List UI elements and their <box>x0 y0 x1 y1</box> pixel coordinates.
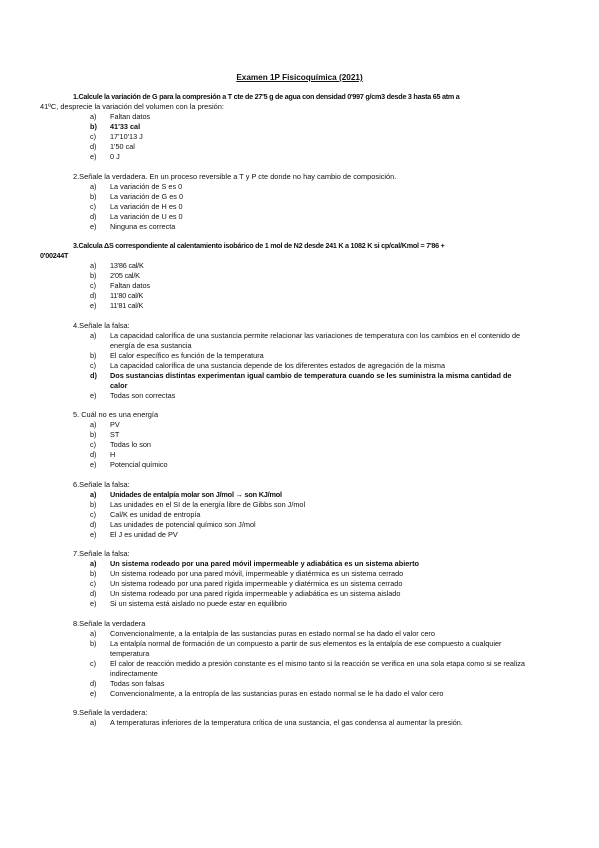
option-a <box>73 718 529 728</box>
option-text: 2'05 cal/K <box>110 271 140 280</box>
option-letter: c) <box>90 360 97 370</box>
option-letter: d) <box>90 142 97 151</box>
option-text: Dos sustancias distintas experimentan igual cambio de temperatura cuando se les suministra la misma cantidad de calor <box>110 370 512 390</box>
options-list <box>73 182 529 232</box>
option-text: Cal/K es unidad de entropía <box>110 509 201 519</box>
option-letter: c) <box>90 132 97 141</box>
option-text: Un sistema rodeado por una pared móvil impermeable y adiabática es un sistema abierto <box>110 559 420 568</box>
option-e <box>73 460 529 470</box>
option-letter: b) <box>90 122 97 131</box>
question-2 <box>73 172 529 232</box>
option-text: PV <box>110 420 120 429</box>
option-text: La capacidad calorífica de una sustancia permite relacionar las variaciones de temperatura con los cambios en el contenido de energía de esa sustancia <box>110 330 521 350</box>
option-a <box>73 559 529 569</box>
option-letter: b) <box>90 350 97 360</box>
option-text: Ninguna es correcta <box>110 221 176 231</box>
option-d <box>73 371 529 391</box>
option-b <box>73 500 529 510</box>
option-letter: c) <box>90 509 97 519</box>
option-letter: d) <box>90 211 97 221</box>
option-b <box>73 271 529 281</box>
option-a <box>73 182 529 192</box>
option-text: A temperaturas inferiores de la temperatura crítica de una sustancia, el gas condensa al aumentar la presión. <box>110 718 463 727</box>
option-text: 0 J <box>110 152 120 161</box>
option-letter: c) <box>90 579 97 588</box>
option-d <box>73 520 529 530</box>
option-text: Un sistema rodeado por una pared rígida impermeable y adiabática es un sistema aislado <box>110 589 401 598</box>
option-d <box>73 450 529 460</box>
option-e <box>73 301 529 311</box>
option-letter: a) <box>90 718 97 727</box>
question-6 <box>73 480 529 540</box>
question-text: 8.Señale la verdadera <box>73 618 146 628</box>
question-1 <box>40 92 529 162</box>
option-letter: d) <box>90 519 97 529</box>
option-text: 41'33 cal <box>110 122 141 131</box>
option-letter: a) <box>90 420 97 429</box>
question-9 <box>73 708 529 728</box>
option-e <box>73 689 529 699</box>
option-a <box>73 629 529 639</box>
option-text: 13'86 cal/K <box>110 261 144 270</box>
option-text: El calor específico es función de la temperatura <box>110 350 264 360</box>
option-d <box>73 212 529 222</box>
option-letter: e) <box>90 390 97 400</box>
option-b <box>73 569 529 579</box>
option-letter: b) <box>90 271 97 280</box>
option-letter: a) <box>90 112 97 121</box>
option-letter: a) <box>90 559 97 568</box>
option-text: La variación de U es 0 <box>110 211 183 221</box>
option-b <box>73 639 529 659</box>
option-text: Faltan datos <box>110 112 151 121</box>
option-a <box>73 420 529 430</box>
option-c <box>73 361 529 371</box>
options-list <box>73 629 529 699</box>
question-3 <box>40 241 529 311</box>
option-a <box>73 490 529 500</box>
option-c <box>73 440 529 450</box>
option-c <box>73 579 529 589</box>
option-letter: e) <box>90 688 97 698</box>
option-text: La variación de H es 0 <box>110 201 183 211</box>
option-b <box>73 351 529 361</box>
option-text: 11'80 cal/K <box>110 291 144 300</box>
option-a <box>73 261 529 271</box>
option-text: El calor de reacción medido a presión constante es el mismo tanto si la reacción se verifica en una sola etapa como si se realiza indirectamente <box>110 658 525 678</box>
question-text: 4.Señale la falsa: <box>73 320 130 330</box>
option-letter: d) <box>90 291 97 300</box>
question-text: 2.Señale la verdadera. En un proceso reversible a T y P cte donde no hay cambio de composición. <box>73 171 397 181</box>
option-letter: c) <box>90 201 97 211</box>
options-list <box>73 559 529 609</box>
question-text <box>73 92 529 102</box>
option-b <box>73 122 529 132</box>
option-text: El J es unidad de PV <box>110 529 178 539</box>
option-text: Potencial químico <box>110 460 168 469</box>
option-letter: b) <box>90 191 97 201</box>
option-letter: b) <box>90 499 97 509</box>
question-5 <box>73 410 529 470</box>
option-c <box>73 281 529 291</box>
option-d <box>73 679 529 689</box>
option-text: Convencionalmente, a la entalpía de las sustancias puras en estado normal se ha dado el valor cero <box>110 628 435 638</box>
option-text: Convencionalmente, a la entropía de las sustancias puras en estado normal se le ha dado el valor cero <box>110 688 444 698</box>
option-letter: a) <box>90 628 97 638</box>
option-text: La capacidad calorífica de una sustancia depende de los diferentes estados de agregación de la misma <box>110 360 446 370</box>
option-text: 11'81 cal/K <box>110 301 144 310</box>
option-text: La variación de G es 0 <box>110 191 184 201</box>
option-letter: e) <box>90 301 97 310</box>
option-text: Todas lo son <box>110 440 151 449</box>
option-text: Todas son correctas <box>110 390 176 400</box>
option-a <box>73 112 529 122</box>
option-text: Las unidades en el SI de la energía libre de Gibbs son J/mol <box>110 499 306 509</box>
option-letter: b) <box>90 569 97 578</box>
question-text-continuation: 41ºC, desprecie la variación del volumen con la presión: <box>40 102 224 111</box>
option-d <box>73 589 529 599</box>
option-text: 17'10'13 J <box>110 132 143 141</box>
option-letter: a) <box>90 181 97 191</box>
questions-list <box>40 92 529 738</box>
option-letter: d) <box>90 589 97 598</box>
option-c <box>73 202 529 212</box>
question-text: 6.Señale la falsa: <box>73 479 130 489</box>
question-text-continuation: 0'00244T <box>40 251 69 260</box>
exam-title: Examen 1P Fisicoquímica (2021) <box>236 73 363 82</box>
question-text: 9.Señale la verdadera: <box>73 708 148 717</box>
option-letter: b) <box>90 430 97 439</box>
option-text: Un sistema rodeado por una pared rígida impermeable y diatérmica es un sistema cerrado <box>110 579 403 588</box>
option-e <box>73 530 529 540</box>
options-list <box>73 112 529 162</box>
option-c <box>73 510 529 520</box>
option-letter: e) <box>90 529 97 539</box>
option-letter: e) <box>90 599 97 608</box>
question-text-line: 1.Calcule la variación de G para la compresión a T cte de 27'5 g de agua con densidad 0'997 g/cm3 desde 3 hasta 65 atm a <box>73 92 460 101</box>
options-list <box>73 718 529 728</box>
option-text: H <box>110 450 116 459</box>
options-list <box>73 420 529 470</box>
question-8 <box>73 619 529 699</box>
option-e <box>73 152 529 162</box>
options-list <box>73 490 529 540</box>
option-letter: e) <box>90 152 97 161</box>
option-d <box>73 291 529 301</box>
option-letter: a) <box>90 261 97 270</box>
option-c <box>73 132 529 142</box>
option-a <box>73 331 529 351</box>
option-letter: c) <box>90 440 97 449</box>
options-list <box>73 331 529 401</box>
question-text: 5. Cuál no es una energía <box>73 410 159 419</box>
option-text: Las unidades de potencial químico son J/mol <box>110 519 256 529</box>
option-c <box>73 659 529 679</box>
option-letter: b) <box>90 638 97 648</box>
option-text: La variación de S es 0 <box>110 181 183 191</box>
option-text: Todas son falsas <box>110 678 165 688</box>
option-letter: d) <box>90 370 97 380</box>
option-b <box>73 192 529 202</box>
option-letter: a) <box>90 330 97 340</box>
option-e <box>73 599 529 609</box>
option-text: Un sistema rodeado por una pared móvil, impermeable y diatérmica es un sistema cerrado <box>110 569 404 578</box>
option-letter: c) <box>90 658 97 668</box>
option-letter: a) <box>90 489 97 499</box>
question-4 <box>73 321 529 401</box>
option-b <box>73 430 529 440</box>
option-text: La entalpía normal de formación de un compuesto a partir de sus elementos es la entalpía de ese compuesto a cualquier temperatura <box>110 638 502 658</box>
option-letter: d) <box>90 450 97 459</box>
question-text: 7.Señale la falsa: <box>73 549 130 558</box>
options-list <box>73 261 529 311</box>
question-text: 3.Calcula ΔS correspondiente al calentamiento isobárico de 1 mol de N2 desde 241 K a 1082 K si cp/cal/Kmol = 7'86 + <box>73 241 445 250</box>
option-letter: e) <box>90 221 97 231</box>
option-e <box>73 391 529 401</box>
option-text: 1'50 cal <box>110 142 135 151</box>
option-letter: e) <box>90 460 97 469</box>
option-text: ST <box>110 430 120 439</box>
option-d <box>73 142 529 152</box>
option-letter: d) <box>90 678 97 688</box>
option-e <box>73 222 529 232</box>
option-text: Unidades de entalpía molar son J/mol → son KJ/mol <box>110 489 282 499</box>
option-text: Si un sistema está aislado no puede estar en equilibrio <box>110 599 287 608</box>
option-text: Faltan datos <box>110 281 151 290</box>
question-7 <box>73 549 529 609</box>
option-letter: c) <box>90 281 97 290</box>
